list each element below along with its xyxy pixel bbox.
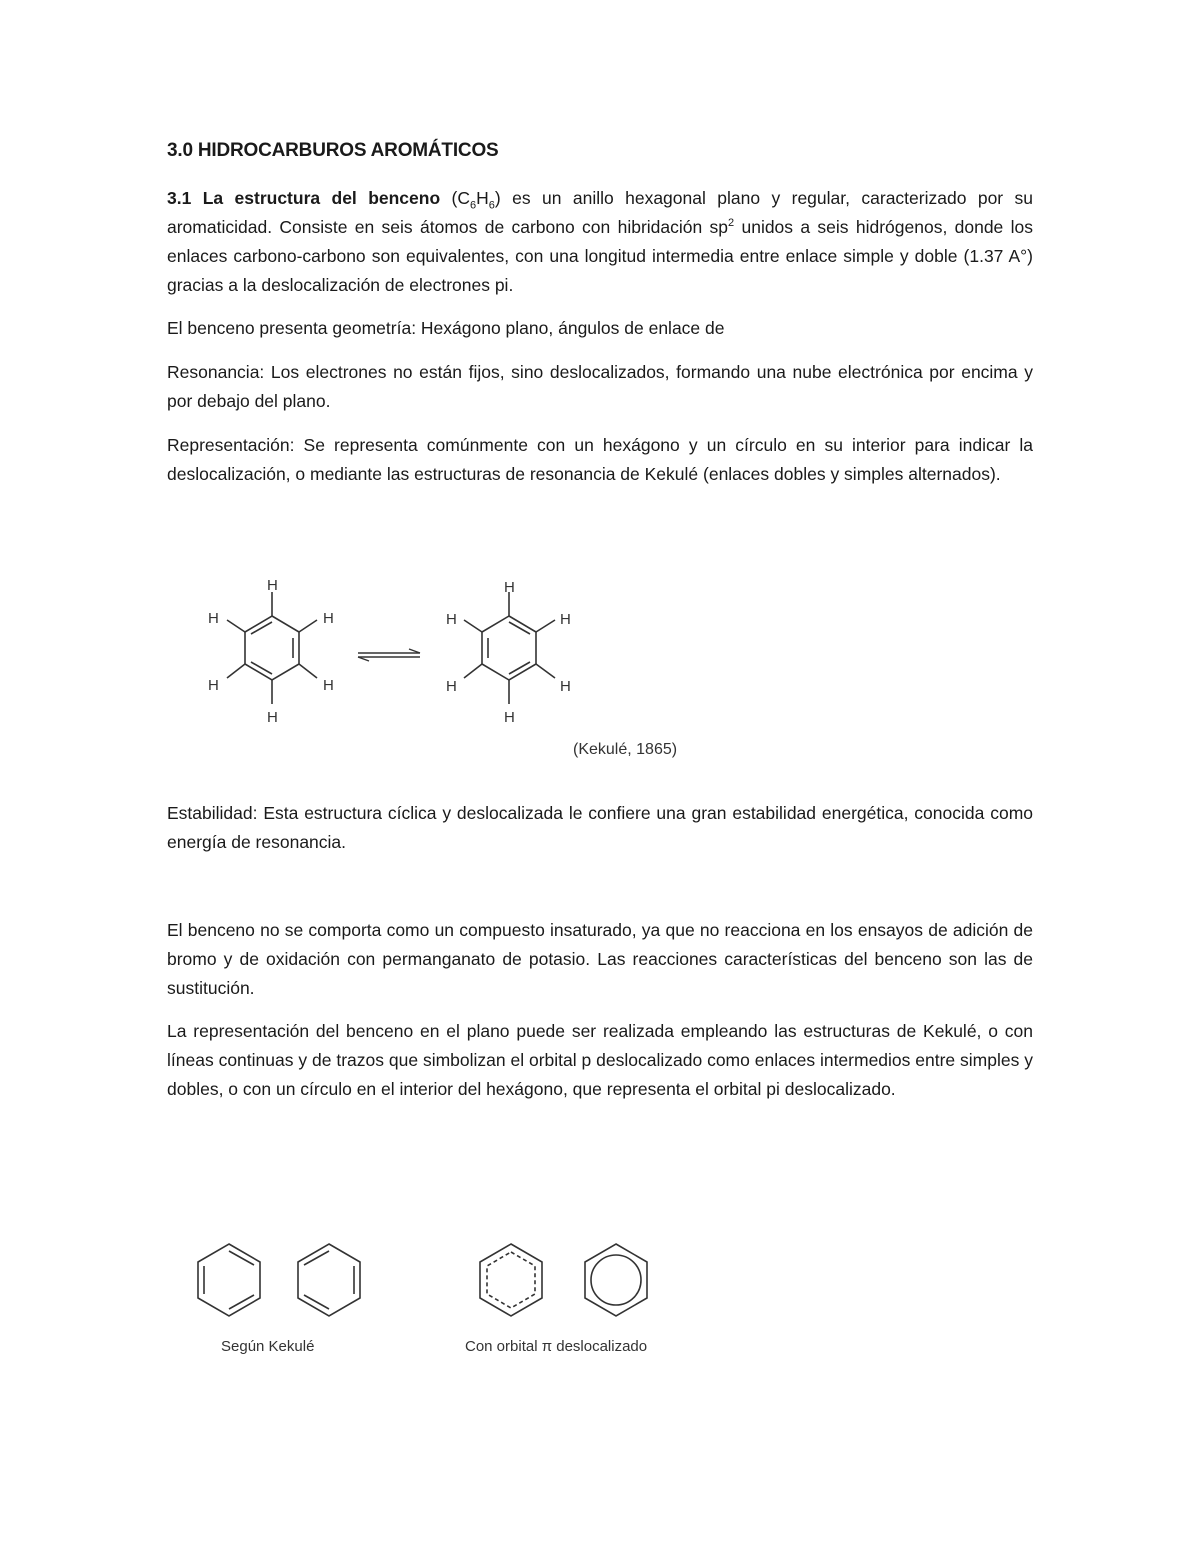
hybridization-superscript: 2 bbox=[728, 217, 735, 230]
formula-subscript-h: 6 bbox=[488, 199, 495, 212]
atom-label: H bbox=[560, 678, 571, 695]
atom-label: H bbox=[504, 579, 515, 596]
formula-open: (C bbox=[440, 188, 471, 208]
circle-orbital-hexagon bbox=[585, 1244, 647, 1316]
atom-label: H bbox=[323, 610, 334, 627]
paragraph-benzene-structure bbox=[167, 184, 1033, 300]
atom-label: H bbox=[267, 709, 278, 726]
paragraph-unsaturation: El benceno no se comporta como un compuesto insaturado, ya que no reacciona en los ensayos de adición de bromo y de oxidación con permanganato de potasio. Las reacciones características del benceno son las de sustitución. bbox=[167, 920, 1033, 998]
subsection-label: 3.1 La estructura del benceno bbox=[167, 188, 441, 208]
atom-label: H bbox=[208, 677, 219, 694]
equilibrium-arrow-icon bbox=[358, 649, 420, 661]
paragraph-text-rest: unidos a seis hidrógenos, donde los enlaces carbono-carbono son equivalentes, con una longitud intermedia entre enlace simple y doble (1.37 A°) gracias a la deslocalización de electrones pi. bbox=[167, 217, 1033, 295]
kekule-hexagon-1 bbox=[198, 1244, 260, 1316]
kekule-resonance-figure bbox=[195, 570, 715, 765]
atom-label: H bbox=[446, 678, 457, 695]
atom-label: H bbox=[504, 709, 515, 726]
orbital-representation-caption: Con orbital π deslocalizado bbox=[465, 1338, 648, 1355]
atom-label: H bbox=[560, 611, 571, 628]
paragraph-stability: Estabilidad: Esta estructura cíclica y deslocalizada le confiere una gran estabilidad energética, conocida como energía de resonancia. bbox=[167, 803, 1033, 852]
benzene-structure-right bbox=[464, 592, 555, 704]
section-title: 3.0 HIDROCARBUROS AROMÁTICOS bbox=[167, 140, 499, 161]
paragraph-representation: Representación: Se representa comúnmente con un hexágono y un círculo en su interior para indicar la deslocalización, o mediante las estructuras de resonancia de Kekulé (enlaces dobles y simples alternados). bbox=[167, 435, 1033, 484]
dashed-orbital-hexagon bbox=[480, 1244, 542, 1316]
atom-label: H bbox=[208, 610, 219, 627]
hydrogen-labels-left bbox=[208, 577, 334, 726]
atom-label: H bbox=[267, 577, 278, 594]
paragraph-text: ) es un anillo hexagonal plano y regular, caracterizado por su aromaticidad. Consiste en seis átomos de carbono con hibridación sp bbox=[167, 188, 1033, 237]
kekule-representation-caption: Según Kekulé bbox=[221, 1338, 315, 1355]
paragraph-resonance: Resonancia: Los electrones no están fijos, sino deslocalizados, formando una nube electrónica por encima y por debajo del plano. bbox=[167, 362, 1033, 411]
paragraph-plane-representation: La representación del benceno en el plano puede ser realizada empleando las estructuras de Kekulé, o con líneas continuas y de trazos que simbolizan el orbital p deslocalizado como enlaces intermedios entre simples y dobles, o con un círculo en el interior del hexágono, que representa el orbital pi deslocalizado. bbox=[167, 1021, 1033, 1099]
benzene-structure-left bbox=[227, 592, 317, 704]
kekule-hexagon-2 bbox=[298, 1244, 360, 1316]
atom-label: H bbox=[446, 611, 457, 628]
benzene-representations-figure bbox=[185, 1235, 685, 1365]
formula-subscript-c: 6 bbox=[470, 199, 477, 212]
formula-h: H bbox=[476, 188, 489, 208]
paragraph-geometry: El benceno presenta geometría: Hexágono plano, ángulos de enlace de bbox=[167, 318, 725, 338]
atom-label: H bbox=[323, 677, 334, 694]
kekule-caption: (Kekulé, 1865) bbox=[573, 741, 678, 758]
